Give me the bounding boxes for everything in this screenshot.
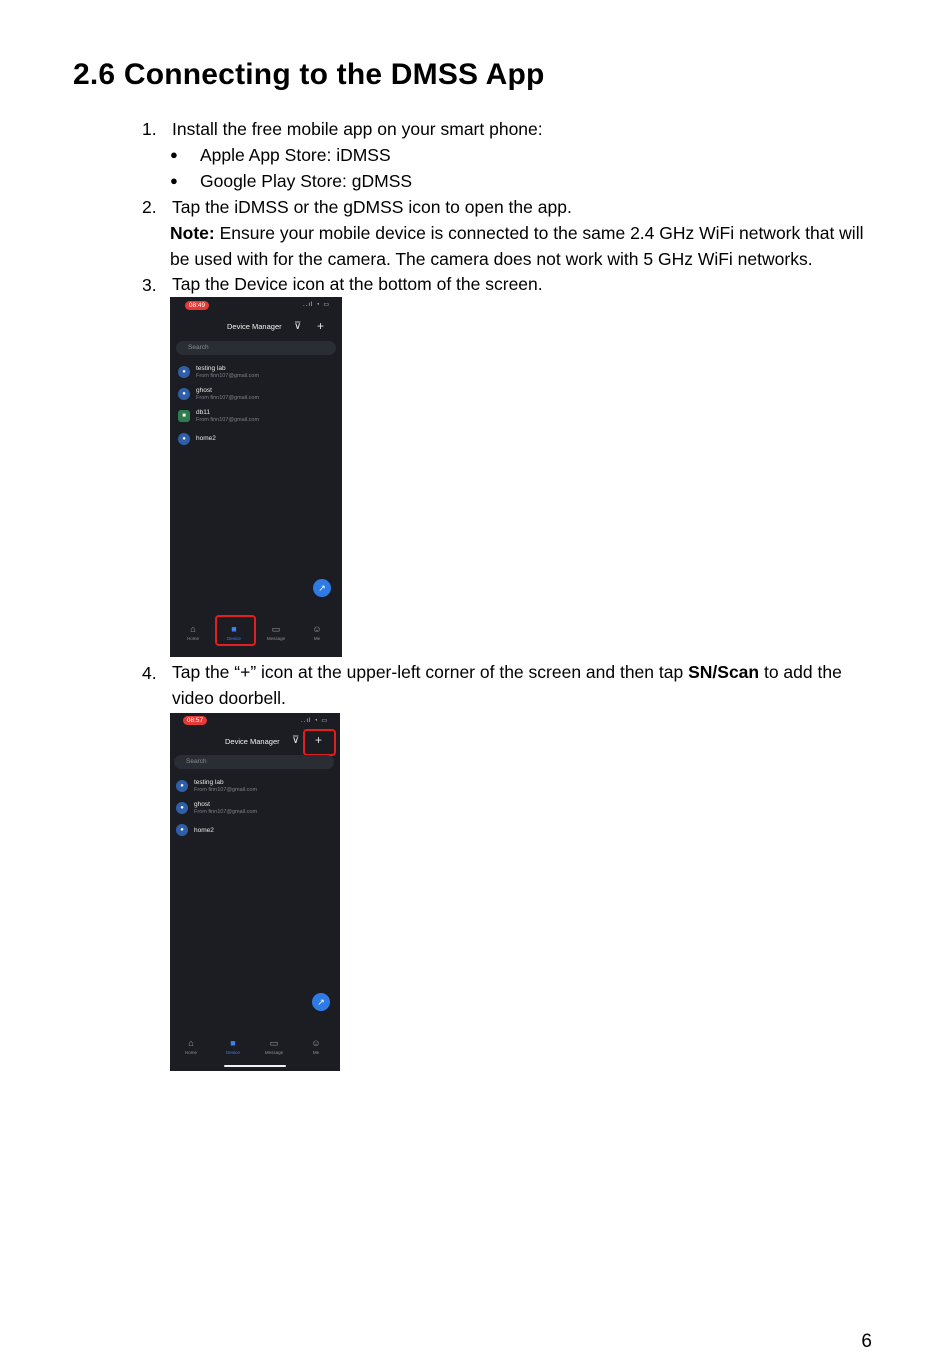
tab-me: ☺ Me	[311, 1038, 321, 1055]
step-text-continued: video doorbell.	[172, 688, 286, 708]
device-manager-title: Device Manager	[225, 737, 280, 746]
filter-icon: ⊽	[294, 321, 302, 332]
device-sub: From finn107@gmail.com	[196, 417, 260, 423]
bullet-text: Google Play Store: gDMSS	[200, 171, 413, 191]
device-sub: From finn107@gmail.com	[196, 395, 260, 401]
tab-device: ■ Device	[226, 1038, 240, 1055]
bullet-dot: ●	[170, 173, 178, 188]
step-text: Tap the “+” icon at the upper-left corner of the screen and then tap SN/Scan to add the	[172, 662, 842, 682]
tab-device: ■ Device	[227, 624, 241, 641]
step-text: Tap the iDMSS or the gDMSS icon to open the app.	[172, 197, 572, 217]
device-name: ghost	[196, 387, 212, 394]
highlight-add-icon	[303, 729, 336, 756]
add-icon: +	[317, 319, 325, 333]
device-name: ghost	[194, 801, 210, 808]
device-sub: From finn107@gmail.com	[196, 373, 260, 379]
home-indicator	[224, 1065, 286, 1067]
step-text: Tap the Device icon at the bottom of the screen.	[172, 274, 543, 294]
device-sub: From finn107@gmail.com	[194, 787, 258, 793]
step-text: Install the free mobile app on your smart phone:	[172, 119, 543, 139]
camera-icon: ●	[178, 433, 190, 445]
status-time: 08:57	[183, 716, 207, 725]
camera-icon: ●	[178, 366, 190, 378]
step-number: 3.	[142, 275, 157, 295]
app-screenshot-add-device	[170, 713, 340, 1071]
status-time: 08:49	[185, 301, 209, 310]
camera-icon: ●	[176, 824, 188, 836]
section-heading	[73, 58, 545, 92]
note-line-2: be used with for the camera. The camera does not work with 5 GHz WiFi networks.	[170, 249, 813, 269]
tab-home: ⌂ Home	[186, 624, 199, 641]
step-number: 1.	[142, 119, 157, 139]
device-name: testing lab	[194, 779, 224, 786]
tab-message: ▭ Message	[264, 1038, 284, 1055]
tab-message: ▭ Message	[266, 624, 286, 641]
note-label: Note:	[170, 223, 215, 243]
camera-icon: ●	[176, 802, 188, 814]
bullet-dot: ●	[170, 147, 178, 162]
section-number: 2.6	[73, 58, 116, 91]
add-icon: +	[315, 733, 323, 747]
device-name: db11	[196, 409, 210, 416]
highlight-device-tab	[215, 615, 256, 646]
device-manager-title: Device Manager	[227, 322, 282, 331]
camera-icon: ●	[176, 780, 188, 792]
step-number: 2.	[142, 197, 157, 217]
page-number: 6	[861, 1331, 872, 1352]
note-line-1: Note: Ensure your mobile device is connected to the same 2.4 GHz WiFi network that will	[170, 223, 864, 243]
share-button-icon: ↗	[312, 993, 330, 1011]
filter-icon: ⊽	[292, 735, 300, 746]
app-screenshot-device-tab	[170, 297, 342, 657]
sn-scan-label: SN/Scan	[688, 662, 760, 682]
doorbell-icon: ■	[178, 410, 190, 422]
bullet-text: Apple App Store: iDMSS	[200, 145, 391, 165]
status-icons: ..ıl ◔ ▭	[303, 302, 330, 308]
search-input: Search	[174, 755, 334, 769]
device-name: home2	[196, 435, 216, 442]
tab-me: ☺ Me	[312, 624, 322, 641]
device-sub: From finn107@gmail.com	[194, 809, 258, 815]
device-name: home2	[194, 827, 214, 834]
step-number: 4.	[142, 663, 157, 683]
device-name: testing lab	[196, 365, 226, 372]
camera-icon: ●	[178, 388, 190, 400]
share-button-icon: ↗	[313, 579, 331, 597]
tab-home: ⌂ Home	[184, 1038, 197, 1055]
status-icons: ..ıl ◔ ▭	[301, 718, 328, 724]
section-title: Connecting to the DMSS App	[123, 58, 545, 91]
search-input: Search	[176, 341, 336, 355]
